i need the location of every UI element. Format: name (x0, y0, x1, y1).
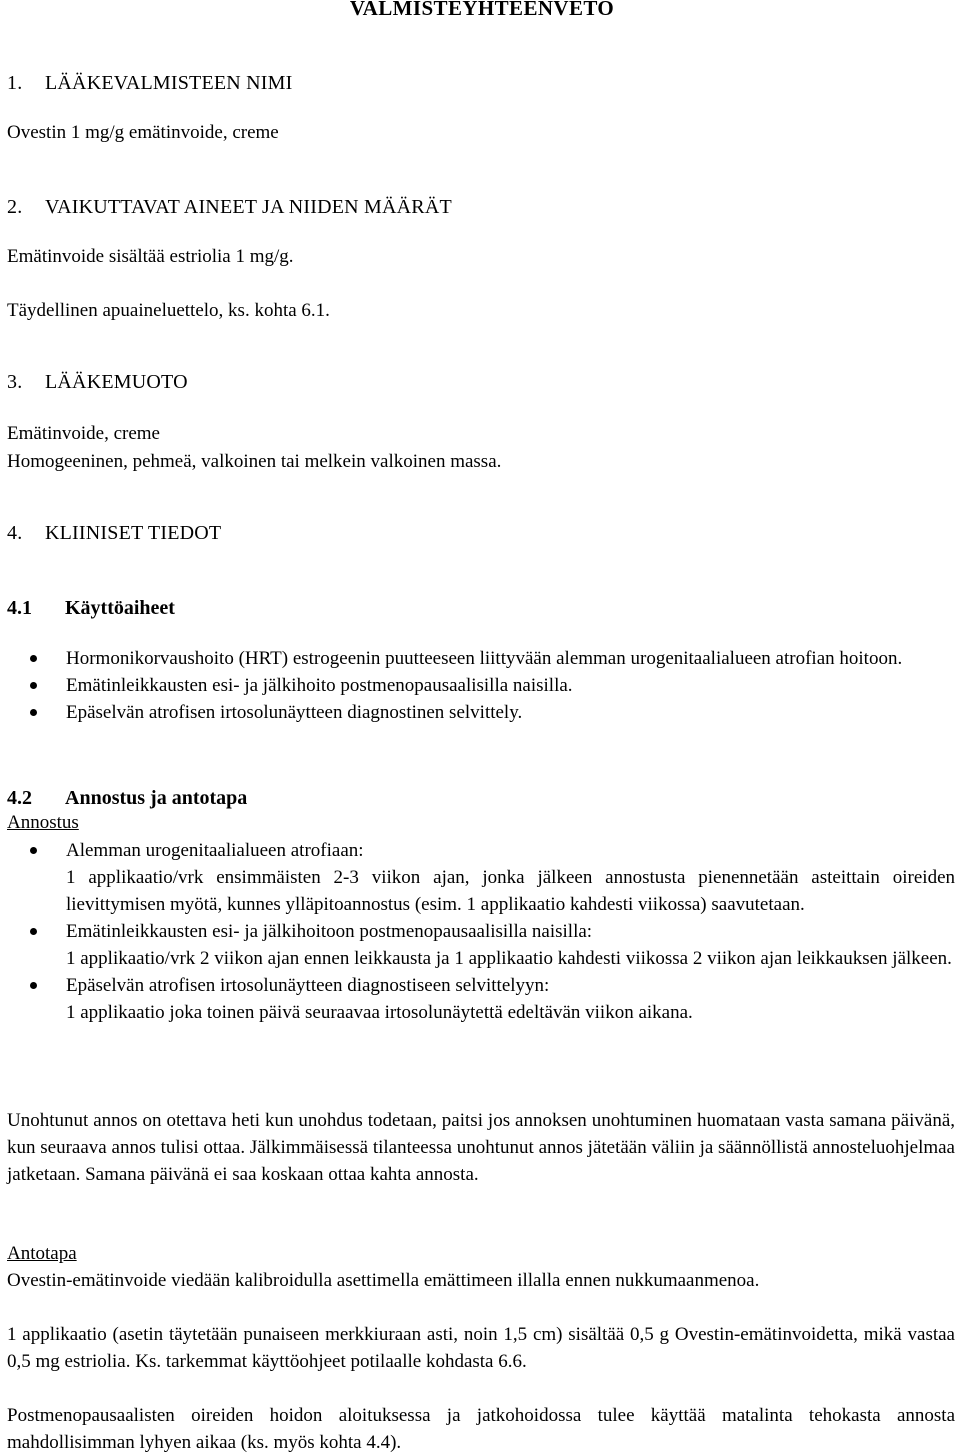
administration-subheading: Antotapa (7, 1243, 77, 1264)
dosage-subheading: Annostus (7, 812, 79, 833)
dosage-label: Alemman urogenitaalialueen atrofiaan: (66, 840, 364, 861)
dosage-text: 1 applikaatio/vrk 2 viikon ajan ennen leikkausta ja 1 applikaatio kahdesti viikossa 2 viikon ajan leikkauksen jälkeen. (66, 948, 952, 969)
list-item: Hormonikorvaushoito (HRT) estrogeenin puutteeseen liittyvään alemman urogenitaalialueen atrofian hoitoon. (7, 645, 937, 672)
section-3-heading: 3. LÄÄKEMUOTO (7, 371, 188, 393)
document-title: VALMISTEYHTEENVETO (349, 0, 615, 20)
missed-dose-paragraph: Unohtunut annos on otettava heti kun unohdus todetaan, paitsi jos annoksen unohtuminen huomataan vasta samana päivänä, kun seuraava annos tulisi ottaa. Jälkimmäisessä tilanteessa unohtunut annos jätetään väliin ja säännöllistä annosteluohjelmaa jatketaan. Samana päivänä ei saa koskaan ottaa kahta annosta. (7, 1110, 955, 1185)
list-item (7, 972, 955, 1026)
indications-list (7, 645, 937, 726)
section-4-1-heading: 4.1 Käyttöaiheet (7, 597, 175, 619)
dosage-label: Emätinleikkausten esi- ja jälkihoitoon postmenopausaalisilla naisilla: (66, 921, 593, 942)
product-name: Ovestin 1 mg/g emätinvoide, creme (7, 122, 279, 143)
dosage-text: 1 applikaatio joka toinen päivä seuraavaa irtosolunäytettä edeltävän viikon aikana. (66, 1002, 693, 1023)
list-item (7, 918, 955, 972)
form-description: Homogeeninen, pehmeä, valkoinen tai melkein valkoinen massa. (7, 451, 502, 472)
administration-text: Ovestin-emätinvoide viedään kalibroidulla asettimella emättimeen illalla ennen nukkumaanmenoa. (7, 1270, 760, 1291)
section-2-heading: 2. VAIKUTTAVAT AINEET JA NIIDEN MÄÄRÄT (7, 196, 452, 218)
postmenopausal-paragraph: Postmenopausaalisten oireiden hoidon aloituksessa ja jatkohoidossa tulee käyttää matalinta tehokasta annosta mahdollisimman lyhyen aikaa (ks. myös kohta 4.4). (7, 1405, 955, 1453)
list-item (7, 837, 955, 918)
dosage-list (7, 837, 955, 1026)
dosage-form: Emätinvoide, creme (7, 423, 160, 444)
list-item: Epäselvän atrofisen irtosolunäytteen diagnostinen selvittely. (7, 699, 937, 726)
active-ingredient-text: Emätinvoide sisältää estriolia 1 mg/g. (7, 246, 294, 267)
section-4-heading: 4. KLIINISET TIEDOT (7, 522, 222, 544)
dosage-text: 1 applikaatio/vrk ensimmäisten 2-3 viikon ajan, jonka jälkeen annostusta pienennetään asteittain oireiden lievittymisen myötä, kunnes ylläpitoannostus (esim. 1 applikaatio kahdesti viikossa) saavutetaan. (66, 867, 955, 915)
dosage-label: Epäselvän atrofisen irtosolunäytteen diagnostiseen selvittelyyn: (66, 975, 550, 996)
applicator-paragraph: 1 applikaatio (asetin täytetään punaiseen merkkiuraan asti, noin 1,5 cm) sisältää 0,5 g Ovestin-emätinvoidetta, mikä vastaa 0,5 mg estriolia. Ks. tarkemmat käyttöohjeet potilaalle kohdasta 6.6. (7, 1324, 955, 1372)
section-1-heading: 1. LÄÄKEVALMISTEEN NIMI (7, 72, 293, 94)
section-4-2-heading: 4.2 Annostus ja antotapa (7, 787, 248, 809)
list-item: Emätinleikkausten esi- ja jälkihoito postmenopausaalisilla naisilla. (7, 672, 937, 699)
excipients-reference: Täydellinen apuaineluettelo, ks. kohta 6.1. (7, 300, 330, 321)
